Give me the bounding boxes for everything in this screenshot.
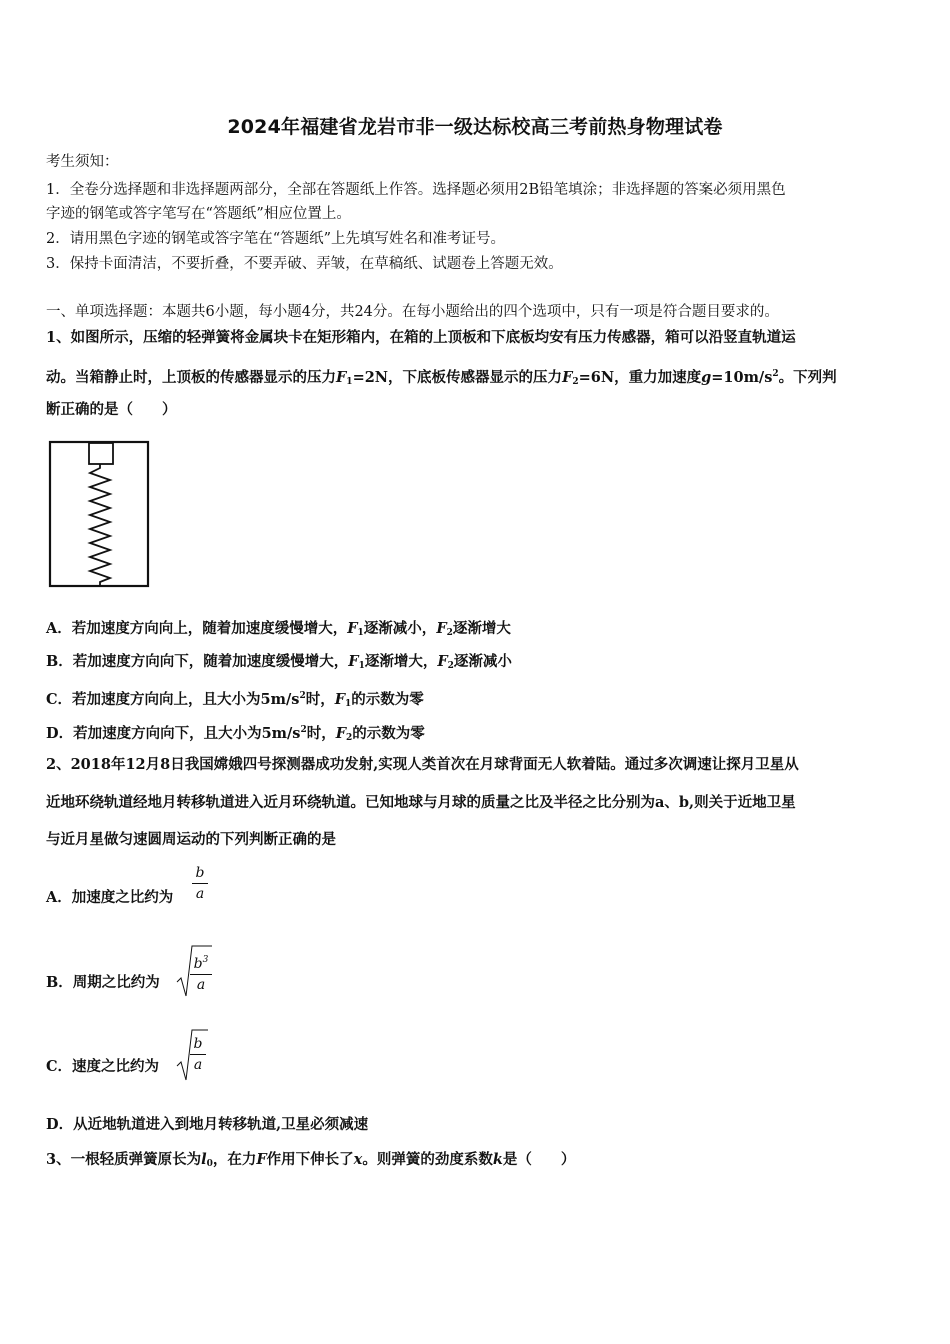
notice-item: 字迹的钢笔或答字笔写在“答题纸”相应位置上。 (46, 206, 351, 222)
question-3-line: 3、一根轻质弹簧原长为$l_0$，在力F作用下伸长了x。则弹簧的劲度系数k是（ ） (46, 1151, 576, 1169)
fraction-b3-over-a (190, 950, 212, 995)
denominator: a (192, 883, 208, 904)
page-title: 2024年福建省龙岩市非一级达标校高三考前热身物理试卷 (227, 116, 723, 138)
question-2-line: 与近月星做匀速圆周运动的下列判断正确的是 (46, 831, 336, 848)
section-heading: 一、单项选择题：本题共6小题，每小题4分，共24分。在每小题给出的四个选项中，只有一项是符合题目要求的。 (46, 304, 779, 320)
question-2-line: 2、2018年12月8日我国嫦娥四号探测器成功发射,实现人类首次在月球背面无人软着陆。通过多次调速让探月卫星从 (46, 756, 799, 773)
denominator: a (190, 974, 212, 995)
option-a: A．若加速度方向向上，随着加速度缓慢增大，$F_1$逐渐减小，$F_2$逐渐增大 (46, 620, 511, 638)
spring-box-figure (48, 440, 152, 590)
spring (90, 464, 110, 586)
notice-item: 2．请用黑色字迹的钢笔或答字笔在“答题纸”上先填写姓名和准考证号。 (46, 231, 506, 247)
notice-item: 1．全卷分选择题和非选择题两部分，全部在答题纸上作答。选择题必须用2B铅笔填涂；非选择题的答案必须用黑色 (46, 182, 786, 198)
fraction-b-over-a (190, 1034, 206, 1075)
option-d: D．若加速度方向向下，且大小为$5m/s^2$时，$F_2$的示数为零 (46, 725, 425, 743)
option-c: C．若加速度方向向上，且大小为$5m/s^2$时，$F_1$的示数为零 (46, 691, 424, 709)
question-1-line: 1、如图所示，压缩的轻弹簧将金属块卡在矩形箱内，在箱的上顶板和下底板均安有压力传感器，箱可以沿竖直轨道运 (46, 329, 796, 346)
question-2-line: 近地环绕轨道经地月转移轨道进入近月环绕轨道。已知地球与月球的质量之比及半径之比分别为a、b,则关于近地卫星 (46, 794, 796, 811)
option-d: D．从近地轨道进入到地月转移轨道,卫星必须减速 (46, 1116, 369, 1133)
question-1-line: 动。当箱静止时，上顶板的传感器显示的压力$F_1=2N$，下底板传感器显示的压力$F_2=6N$，重力加速度$g=10m/s^2$。下列判 (46, 369, 837, 387)
question-1-line: 断正确的是（ ） (46, 401, 177, 418)
numerator: b (195, 865, 205, 881)
option-a: A．加速度之比约为 (46, 889, 174, 906)
notice-heading: 考生须知： (46, 154, 119, 170)
numerator: $b^3$ (193, 955, 209, 972)
option-b: B．若加速度方向向下，随着加速度缓慢增大，$F_1$逐渐增大，$F_2$逐渐减小 (46, 653, 512, 671)
option-b: B．周期之比约为 (46, 974, 160, 991)
fraction-b-over-a (192, 863, 208, 904)
notice-item: 3．保持卡面清洁，不要折叠，不要弄破、弄皱，在草稿纸、试题卷上答题无效。 (46, 256, 563, 272)
metal-block (89, 443, 113, 464)
option-c: C．速度之比约为 (46, 1058, 160, 1075)
numerator: b (193, 1036, 203, 1052)
denominator: a (190, 1054, 206, 1075)
